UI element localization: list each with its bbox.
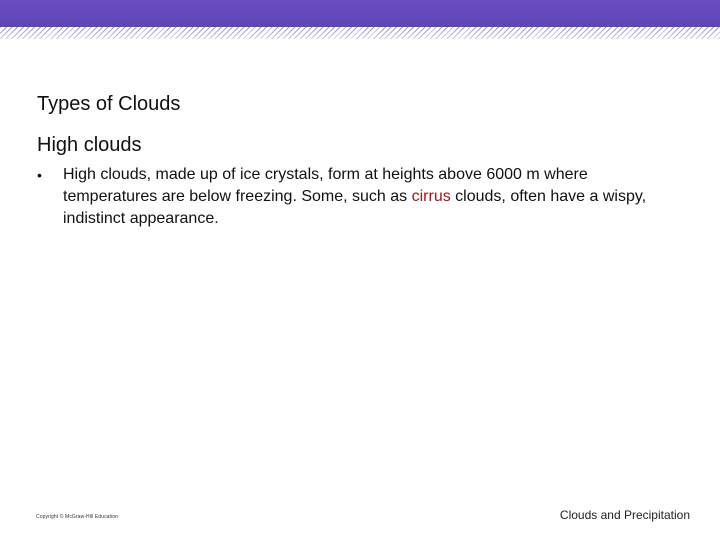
header-band xyxy=(0,0,720,27)
bullet-text-before: High clouds, made up of ice crystals, form at heights above 6000 m where temperatures are below freezing. Some, such as xyxy=(63,166,588,205)
slide-title: Types of Clouds xyxy=(37,93,181,115)
bullet-highlight-term: cirrus xyxy=(411,188,451,205)
bullet-marker: • xyxy=(37,167,42,183)
slide-subtitle: High clouds xyxy=(37,134,142,156)
copyright-notice: Copyright © McGraw-Hill Education xyxy=(36,514,119,520)
footer-section-title: Clouds and Precipitation xyxy=(559,508,690,522)
bullet-list xyxy=(37,164,657,230)
bullet-text-after: clouds, often have a wispy, indistinct appearance. xyxy=(63,188,647,227)
header-stripes-fade xyxy=(0,27,720,39)
bullet-item xyxy=(37,164,657,230)
